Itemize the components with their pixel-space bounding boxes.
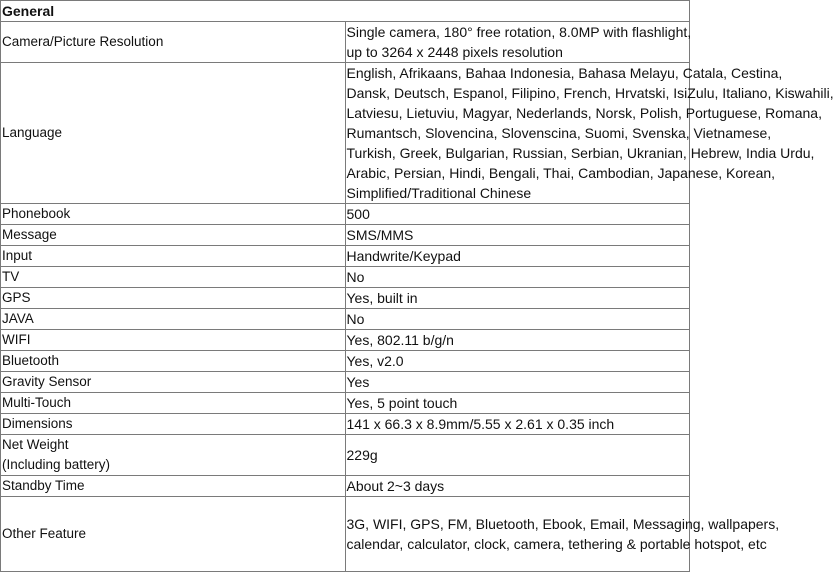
spec-label: Bluetooth <box>1 351 346 372</box>
spec-row <box>1 22 690 63</box>
spec-label: Message <box>1 225 346 246</box>
spec-value: 229g <box>345 435 690 476</box>
spec-row <box>1 225 690 246</box>
spec-row <box>1 497 690 572</box>
spec-value: SMS/MMS <box>345 225 690 246</box>
spec-value: English, Afrikaans, Bahaa Indonesia, Bahasa Melayu, Catala, Cestina, Dansk, Deutsch, Espanol, Filipino, French, Hrvatski, IsiZulu, Italiano, Kiswahili, Latviesu, Lietuviu, Magyar, Nederlands, Norsk, Polish, Portuguese, Romana, Rumantsch, Slovencina, Slovenscina, Suomi, Svenska, Vietnamese, Turkish, Greek, Bulgarian, Russian, Serbian, Ukranian, Hebrew, India Urdu, Arabic, Persian, Hindi, Bengali, Thai, Cambodian, Japanese, Korean, Simplified/Traditional Chinese <box>345 63 690 204</box>
spec-label: Other Feature <box>1 497 346 572</box>
spec-value: 141 x 66.3 x 8.9mm/5.55 x 2.61 x 0.35 inch <box>345 414 690 435</box>
spec-label: GPS <box>1 288 346 309</box>
spec-row <box>1 476 690 497</box>
spec-row <box>1 267 690 288</box>
spec-value: No <box>345 309 690 330</box>
spec-value: 3G, WIFI, GPS, FM, Bluetooth, Ebook, Email, Messaging, wallpapers, calendar, calculator, clock, camera, tethering & portable hotspot, etc <box>345 497 690 572</box>
spec-label: Language <box>1 63 346 204</box>
spec-value: Yes <box>345 372 690 393</box>
spec-value: Yes, v2.0 <box>345 351 690 372</box>
spec-row <box>1 351 690 372</box>
spec-row <box>1 393 690 414</box>
spec-row <box>1 63 690 204</box>
spec-label: Net Weight (Including battery) <box>1 435 346 476</box>
spec-value: Yes, 5 point touch <box>345 393 690 414</box>
spec-value: No <box>345 267 690 288</box>
spec-label: WIFI <box>1 330 346 351</box>
spec-label: Gravity Sensor <box>1 372 346 393</box>
spec-label: Input <box>1 246 346 267</box>
spec-row <box>1 309 690 330</box>
spec-value: Single camera, 180° free rotation, 8.0MP with flashlight, up to 3264 x 2448 pixels resolution <box>345 22 690 63</box>
spec-row <box>1 246 690 267</box>
spec-row <box>1 204 690 225</box>
spec-row <box>1 288 690 309</box>
spec-label: Phonebook <box>1 204 346 225</box>
spec-label: Standby Time <box>1 476 346 497</box>
spec-row <box>1 330 690 351</box>
spec-row <box>1 414 690 435</box>
spec-label: Multi-Touch <box>1 393 346 414</box>
spec-label: Dimensions <box>1 414 346 435</box>
spec-row <box>1 435 690 476</box>
spec-value: 500 <box>345 204 690 225</box>
spec-value: Yes, 802.11 b/g/n <box>345 330 690 351</box>
spec-value: Handwrite/Keypad <box>345 246 690 267</box>
section-header-row <box>1 1 690 22</box>
spec-label: Camera/Picture Resolution <box>1 22 346 63</box>
section-title: General <box>1 1 690 22</box>
spec-row <box>1 372 690 393</box>
spec-label: JAVA <box>1 309 346 330</box>
spec-value: About 2~3 days <box>345 476 690 497</box>
spec-label: TV <box>1 267 346 288</box>
spec-value: Yes, built in <box>345 288 690 309</box>
